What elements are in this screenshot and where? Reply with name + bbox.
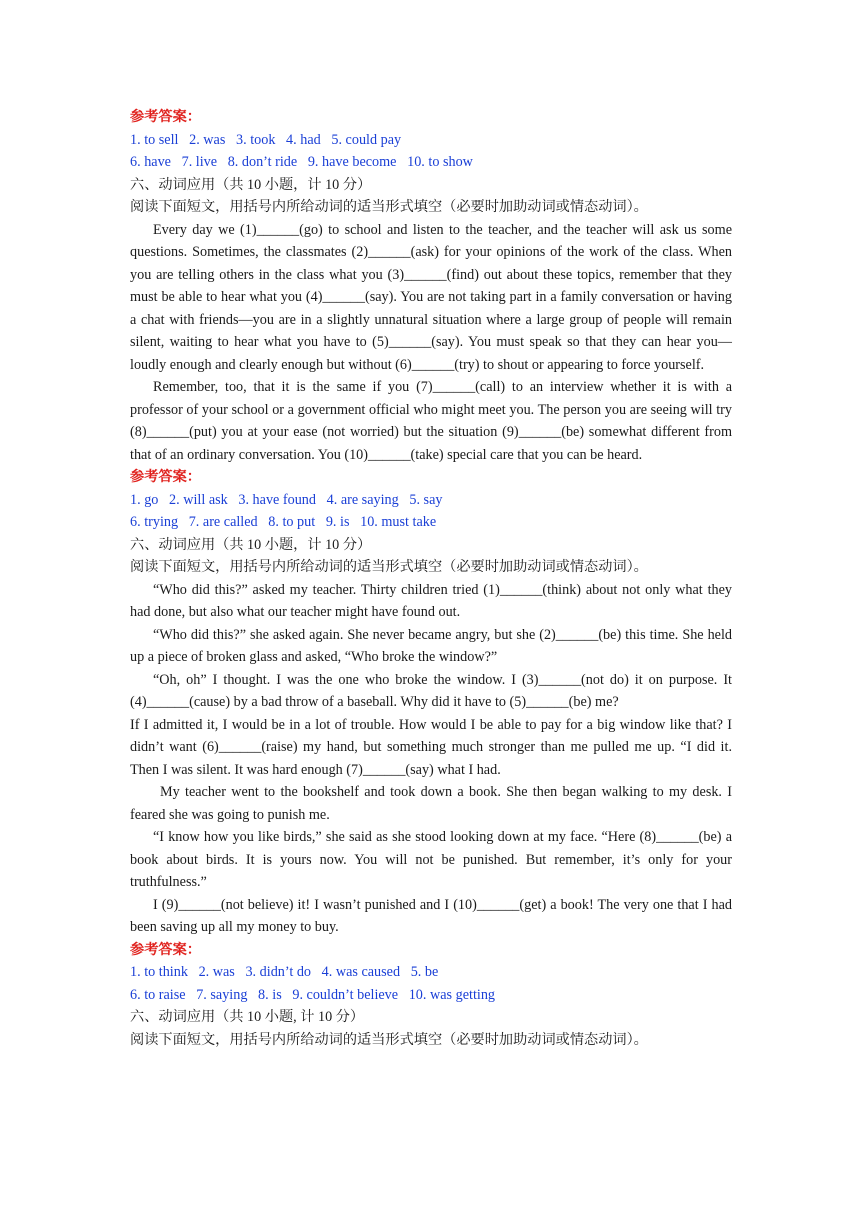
passage-paragraph: I (9)______(not believe) it! I wasn’t punished and I (10)______(get) a book! The very one that I had been saving up all my money to buy. [130, 896, 732, 935]
answer-line: 6. have 7. live 8. don’t ride 9. have become 10. to show [130, 154, 473, 170]
passage-paragraph: Remember, too, that it is the same if you (7)______(call) to an interview whether it is with a professor of your school or a government official who might meet you. The person you are seeing will try (8)______(put) you at your ease (not worried) but the situation (9)______(be) somewhat different from that of an ordinary conversation. You (10)______(take) special care that you can be heard. [130, 379, 732, 463]
answer-line: 1. to think 2. was 3. didn’t do 4. was caused 5. be [130, 964, 439, 980]
answer-line: 1. go 2. will ask 3. have found 4. are saying 5. say [130, 491, 443, 508]
document-page [130, 106, 732, 1051]
passage-paragraph: My teacher went to the bookshelf and took down a book. She then began walking to my desk. I feared she was going to punish me. [130, 784, 732, 823]
answer-line: 1. to sell 2. was 3. took 4. had 5. could pay [130, 131, 402, 148]
passage-paragraph: “Oh, oh” I thought. I was the one who broke the window. I (3)______(not do) it on purpose. It (4)______(cause) by a bad throw of a baseball. Why did it have to (5)______(be) me? [130, 671, 732, 710]
answer-line: 6. trying 7. are called 8. to put 9. is 10. must take [130, 514, 437, 530]
answer-label: 参考答案： [130, 941, 201, 958]
instruction-text: 阅读下面短文，用括号内所给动词的适当形式填空（必要时加助动词或情态动词）。 [130, 199, 648, 215]
passage-paragraph: “Who did this?” asked my teacher. Thirty children tried (1)______(think) about not only what they had done, but also what our teacher might have found out. [130, 581, 732, 620]
section-title: 六、动词应用（共 10 小题，计 10 分） [130, 536, 372, 553]
passage-paragraph: Every day we (1)______(go) to school and listen to the teacher, and the teacher will ask us some questions. Sometimes, the classmates (2)______(ask) for your opinions of the work of the class. When you are telling others in the class what you (3)______(find) out about these topics, remember that they must be able to hear what you (4)______(say). You are not taking part in a family conversation or having a chat with friends—you are in a slightly unnatural situation where a large group of people will remain silent, waiting to hear what you have to (5)______(say). You must speak so that they can hear you—loudly enough and clearly enough but without (6)______(try) to shout or appearing to force yourself. [130, 221, 732, 373]
answer-label: 参考答案： [130, 109, 201, 125]
passage-paragraph: “Who did this?” she asked again. She never became angry, but she (2)______(be) this time. She held up a piece of broken glass and asked, “Who broke the window?” [130, 626, 732, 665]
answer-label: 参考答案： [130, 469, 201, 485]
instruction-text: 阅读下面短文，用括号内所给动词的适当形式填空（必要时加助动词或情态动词）。 [130, 559, 648, 575]
answer-line: 6. to raise 7. saying 8. is 9. couldn’t believe 10. was getting [130, 986, 496, 1003]
section-title: 六、动词应用（共 10 小题, 计 10 分） [130, 1009, 365, 1025]
passage-paragraph: If I admitted it, I would be in a lot of trouble. How would I be able to pay for a big window like that? I didn’t want (6)______(raise) my hand, but something much stronger than me pulled me up. “I did it. Then I was silent. It was hard enough (7)______(say) what I had. [130, 716, 732, 778]
section-title: 六、动词应用（共 10 小题，计 10 分） [130, 176, 372, 193]
instruction-text: 阅读下面短文，用括号内所给动词的适当形式填空（必要时加助动词或情态动词）。 [130, 1031, 648, 1048]
passage-paragraph: “I know how you like birds,” she said as she stood looking down at my face. “Here (8)______(be) a book about birds. It is yours now. You will not be punished. But remember, it’s only for your truthfulness.” [130, 829, 732, 890]
